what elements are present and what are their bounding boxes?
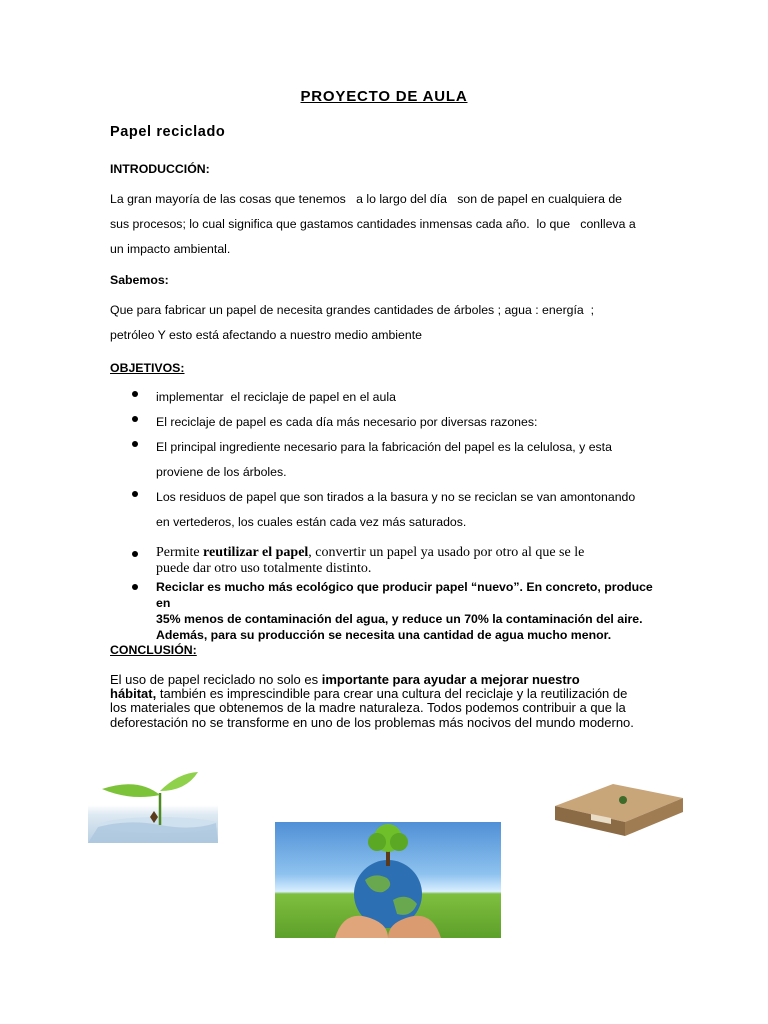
objetivos-heading: OBJETIVOS: (110, 361, 185, 375)
sabemos-paragraph (110, 298, 660, 348)
sabemos-line: Que para fabricar un papel de necesita grandes cantidades de árboles ; agua : energía ; (110, 303, 595, 317)
objective-line: implementar el reciclaje de papel en el aula (156, 390, 396, 404)
conclusion-line: deforestación no se transforme en uno de los problemas más nocivos del mundo moderno. (110, 714, 634, 730)
conclusion-line (110, 673, 665, 687)
page-title: PROYECTO DE AULA (300, 88, 468, 105)
plant-sprout-image (88, 767, 218, 843)
bullet-icon (132, 441, 138, 447)
conclusion-line: los materiales que obtenemos de la madre naturaleza. Todos podemos contribuir a que la (110, 700, 626, 716)
objective-item (110, 545, 660, 577)
earth-in-hands-image (275, 822, 501, 938)
bullet-icon (132, 584, 138, 590)
conclusion-bold-text: hábitat, (110, 686, 157, 702)
objective-item (110, 385, 660, 410)
sprout-illustration (88, 767, 218, 843)
paper-box-illustration (551, 780, 685, 838)
objective-line: Además, para su producción se necesita una cantidad de agua mucho menor. (156, 628, 612, 642)
objective-line: El reciclaje de papel es cada día más necesario por diversas razones: (156, 415, 538, 429)
conclusion-text: El uso de papel reciclado no solo es (110, 672, 322, 687)
objective-item (110, 435, 660, 485)
bullet-icon (132, 491, 138, 497)
bullet-icon (132, 391, 138, 397)
intro-line: un impacto ambiental. (110, 242, 231, 256)
paper-ream-image (551, 780, 685, 838)
objective-line: Reciclar es mucho más ecológico que producir papel “nuevo”. En concreto, produce en (156, 580, 653, 610)
objective-line: 35% menos de contaminación del agua, y reduce un 70% la contaminación del aire. (156, 612, 643, 626)
objective-line (156, 545, 660, 561)
bullet-icon (132, 416, 138, 422)
conclusion-line (110, 687, 665, 701)
conclusion-heading: CONCLUSIÓN: (110, 643, 197, 657)
objective-line: en vertederos, los cuales están cada vez más saturados. (156, 515, 467, 529)
objective-line: Los residuos de papel que son tirados a la basura y no se reciclan se van amontonando (156, 490, 636, 504)
earth-illustration (275, 822, 501, 938)
objective-line: El principal ingrediente necesario para la fabricación del papel es la celulosa, y esta (156, 440, 612, 454)
intro-line: La gran mayoría de las cosas que tenemos a lo largo del día son de papel en cualquiera de (110, 192, 623, 206)
sabemos-heading: Sabemos: (110, 273, 169, 287)
bullet-icon (132, 551, 138, 557)
sabemos-line: petróleo Y esto está afectando a nuestro medio ambiente (110, 328, 422, 342)
conclusion-bold-text: importante para ayudar a mejorar nuestro (321, 672, 580, 687)
conclusion-text: también es imprescindible para crear una cultura del reciclaje y la reutilización de (156, 686, 628, 702)
objective-item (110, 485, 660, 535)
objective-text: , convertir un papel ya usado por otro al que se le (308, 545, 585, 560)
conclusion-paragraph (110, 673, 665, 730)
subtitle: Papel reciclado (110, 124, 226, 140)
objective-line: proviene de los árboles. (156, 465, 287, 479)
objective-text: Permite (156, 545, 204, 560)
objective-item (110, 410, 660, 435)
objective-bold-text: reutilizar el papel (203, 545, 309, 560)
intro-heading: INTRODUCCIÓN: (110, 162, 210, 176)
intro-paragraph (110, 187, 660, 262)
objective-item (110, 579, 660, 643)
objective-line: puede dar otro uso totalmente distinto. (156, 561, 372, 576)
objectives-list (110, 385, 660, 643)
intro-line: sus procesos; lo cual significa que gastamos cantidades inmensas cada año. lo que conlleva a (110, 217, 636, 231)
